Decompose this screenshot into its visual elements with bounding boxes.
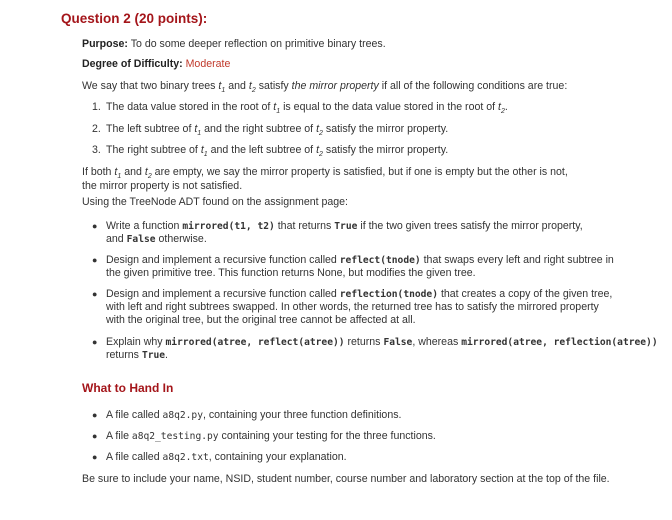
- tree-t1: $t_1$: [218, 80, 226, 95]
- task-mirrored: Write a function mirrored(t1, t2) that returns True if the two given trees satisfy the mirror property, and False otherwise.: [106, 220, 583, 245]
- intro-post: if all of the following conditions are true:: [381, 80, 568, 92]
- bullet-icon: ●: [92, 221, 98, 231]
- intro-satisfy: satisfy: [258, 80, 289, 92]
- task-reflection: Design and implement a recursive function called reflection(tnode) that creates a copy of the given tree, with left and right subtrees swapped. In other words, the returned tree has to satisfy the mirrored property with the original tree, but the original tree cannot be affected at all.: [106, 288, 613, 326]
- hand-in-title: What to Hand In: [82, 381, 174, 395]
- condition-number: 1.: [92, 101, 101, 113]
- task-reflect: Design and implement a recursive function called reflect(tnode) that swaps every left and right subtree in the given primitive tree. This function returns None, but modifies the given tree.: [106, 254, 614, 279]
- mirror-property-term: the mirror property: [291, 80, 379, 92]
- hand-in-item: A file a8q2_testing.py containing your testing for the three functions.: [106, 430, 436, 442]
- intro-pre: We say that two binary trees: [82, 80, 216, 92]
- condition-item: The data value stored in the root of $t_1$ is equal to the data value stored in the root of $t_2$.: [106, 101, 508, 116]
- intro-paragraph: [82, 80, 664, 93]
- hand-in-item: A file called a8q2.txt, containing your explanation.: [106, 451, 347, 463]
- hand-in-footer: Be sure to include your name, NSID, student number, course number and laboratory section at the top of the file.: [82, 473, 610, 485]
- bullet-icon: ●: [92, 289, 98, 299]
- empty-tree-note: If both $t_1$ and $t_2$ are empty, we say the mirror property is satisfied, but if one is empty but the other is not,: [82, 166, 568, 181]
- task-explain: Explain why mirrored(atree, reflect(atree)) returns False, whereas mirrored(atree, reflection(atree)) returns True.: [106, 336, 658, 361]
- bullet-icon: ●: [92, 255, 98, 265]
- question-title: Question 2 (20 points):: [61, 11, 208, 26]
- bullet-icon: ●: [92, 337, 98, 347]
- purpose-label: Purpose:: [82, 38, 128, 50]
- hand-in-item: A file called a8q2.py, containing your three function definitions.: [106, 409, 402, 421]
- difficulty-label: Degree of Difficulty:: [82, 58, 183, 70]
- bullet-icon: ●: [92, 431, 98, 441]
- bullet-icon: ●: [92, 410, 98, 420]
- purpose-text: To do some deeper reflection on primitive binary trees.: [130, 38, 386, 50]
- condition-number: 2.: [92, 123, 101, 135]
- using-adt-line: Using the TreeNode ADT found on the assignment page:: [82, 196, 348, 208]
- bullet-icon: ●: [92, 452, 98, 462]
- intro-and: and: [228, 80, 246, 92]
- condition-item: The right subtree of $t_1$ and the left subtree of $t_2$ satisfy the mirror property.: [106, 144, 449, 159]
- difficulty-value: Moderate: [185, 58, 231, 70]
- difficulty-line: [82, 58, 664, 71]
- condition-number: 3.: [92, 144, 101, 156]
- condition-item: The left subtree of $t_1$ and the right subtree of $t_2$ satisfy the mirror property.: [106, 123, 449, 138]
- empty-tree-note-line2: the mirror property is not satisfied.: [82, 180, 243, 192]
- purpose-line: [82, 38, 664, 51]
- tree-t2: $t_2$: [248, 80, 256, 95]
